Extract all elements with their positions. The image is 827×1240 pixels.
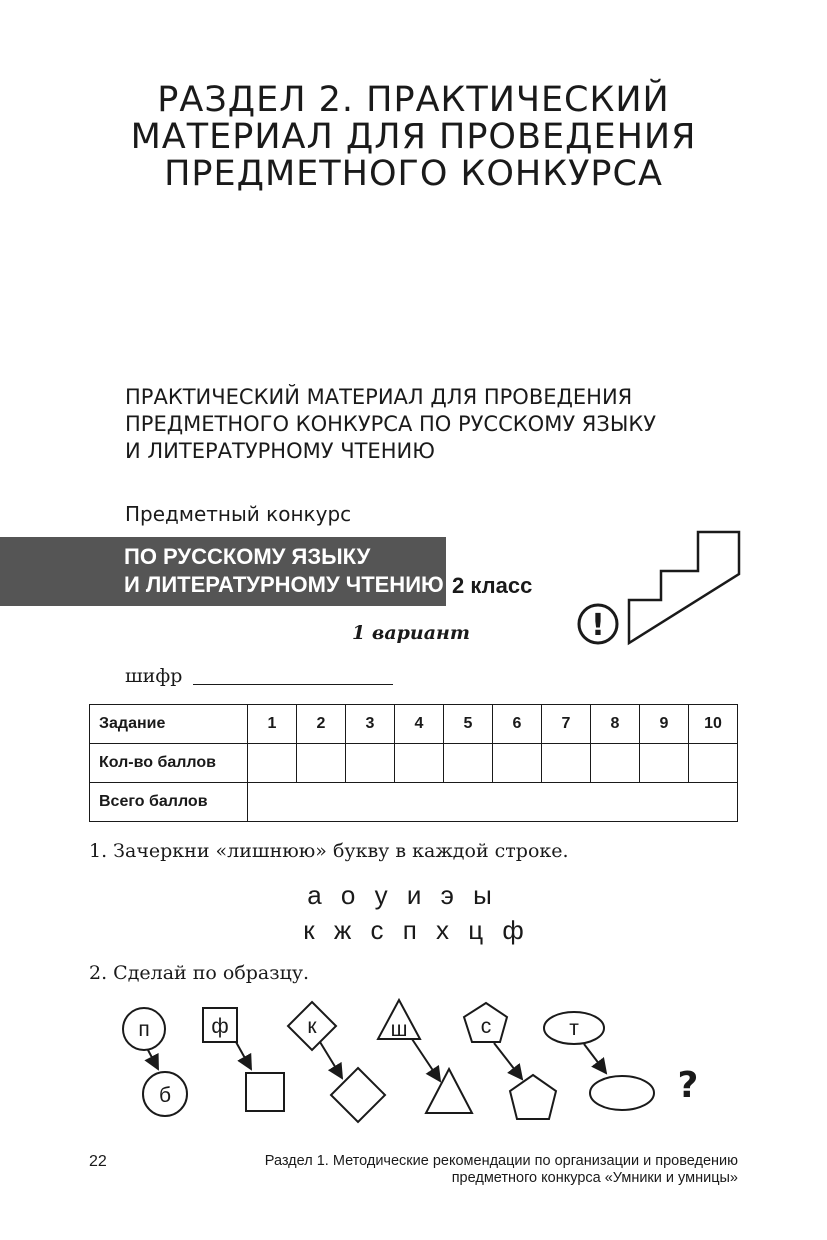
- square-shape: [246, 1073, 284, 1111]
- task-number: 2: [297, 705, 346, 744]
- arrow-icon: [320, 1042, 342, 1078]
- task-number: 8: [591, 705, 640, 744]
- letter[interactable]: и: [406, 880, 422, 910]
- letter[interactable]: с: [370, 915, 384, 945]
- letter[interactable]: э: [440, 880, 454, 910]
- task-number: 1: [248, 705, 297, 744]
- task-number: 3: [346, 705, 395, 744]
- triangle-shape: [426, 1069, 472, 1113]
- letter[interactable]: к: [303, 915, 315, 945]
- score-table: [89, 704, 738, 822]
- total-cell[interactable]: [248, 783, 738, 822]
- contest-label: Предметный конкурс: [125, 502, 352, 526]
- points-cell[interactable]: [542, 744, 591, 783]
- section-title-line: ПРЕДМЕТНОГО КОНКУРСА: [164, 154, 663, 194]
- footer-line: предметного конкурса «Умники и умницы»: [451, 1170, 738, 1186]
- task-row-label: Задание: [90, 705, 248, 744]
- points-cell[interactable]: [297, 744, 346, 783]
- arrow-icon: [412, 1039, 440, 1081]
- running-footer: [265, 1153, 738, 1187]
- arrow-icon: [584, 1044, 606, 1073]
- variant-label: 1 вариант: [352, 622, 470, 644]
- points-cell[interactable]: [493, 744, 542, 783]
- table-row: [90, 783, 738, 822]
- task-number: 7: [542, 705, 591, 744]
- points-cell[interactable]: [248, 744, 297, 783]
- diamond-shape: [331, 1068, 385, 1122]
- letter[interactable]: ц: [468, 915, 484, 945]
- shape-letter: с: [480, 1015, 492, 1038]
- material-subtitle: [125, 384, 656, 465]
- shape-letter: т: [569, 1017, 579, 1040]
- letter[interactable]: ф: [502, 915, 524, 945]
- banner-line: И ЛИТЕРАТУРНОМУ ЧТЕНИЮ: [124, 572, 444, 597]
- task-number: 5: [444, 705, 493, 744]
- points-cell[interactable]: [591, 744, 640, 783]
- letter[interactable]: о: [340, 880, 356, 910]
- table-row: [90, 705, 738, 744]
- stairs-icon: [575, 528, 745, 653]
- letter[interactable]: у: [374, 880, 388, 910]
- page-number: 22: [89, 1153, 107, 1170]
- arrow-icon: [148, 1050, 158, 1069]
- section-title-line: МАТЕРИАЛ ДЛЯ ПРОВЕДЕНИЯ: [130, 117, 697, 157]
- total-row-label: Всего баллов: [90, 783, 248, 822]
- points-row-label: Кол-во баллов: [90, 744, 248, 783]
- points-cell[interactable]: [395, 744, 444, 783]
- task-number: 10: [689, 705, 738, 744]
- question-mark: ?: [677, 1065, 699, 1106]
- arrow-icon: [236, 1042, 251, 1069]
- letter[interactable]: ж: [333, 915, 352, 945]
- exclamation-mark: !: [591, 608, 605, 643]
- task1-text: 1. Зачеркни «лишнюю» букву в каждой строке.: [89, 840, 569, 862]
- footer-line: Раздел 1. Методические рекомендации по организации и проведению: [264, 1153, 738, 1169]
- points-cell[interactable]: [689, 744, 738, 783]
- shape-letter: к: [307, 1015, 317, 1038]
- table-row: [90, 744, 738, 783]
- shape-letter: б: [158, 1084, 172, 1107]
- subject-banner: [0, 537, 446, 606]
- subtitle-line: И ЛИТЕРАТУРНОМУ ЧТЕНИЮ: [125, 439, 435, 463]
- arrow-icon: [494, 1043, 522, 1079]
- points-cell[interactable]: [640, 744, 689, 783]
- shape-letter: п: [138, 1018, 150, 1041]
- grade-label: 2 класс: [452, 573, 533, 598]
- letter[interactable]: х: [436, 915, 450, 945]
- subtitle-line: ПРЕДМЕТНОГО КОНКУРСА ПО РУССКОМУ ЯЗЫКУ: [125, 412, 657, 436]
- cipher-label: шифр: [125, 665, 183, 687]
- shape-letter: ш: [390, 1018, 408, 1041]
- ellipse-shape: [590, 1076, 654, 1110]
- section-title: [0, 82, 827, 193]
- letter[interactable]: а: [307, 880, 322, 910]
- section-title-line: РАЗДЕЛ 2. ПРАКТИЧЕСКИЙ: [157, 80, 670, 120]
- points-cell[interactable]: [346, 744, 395, 783]
- letters-row-1: [0, 880, 827, 911]
- task-number: 6: [493, 705, 542, 744]
- task-number: 9: [640, 705, 689, 744]
- task-number: 4: [395, 705, 444, 744]
- banner-line: ПО РУССКОМУ ЯЗЫКУ: [124, 544, 371, 569]
- letter[interactable]: п: [402, 915, 417, 945]
- shape-letter: ф: [211, 1015, 229, 1038]
- shape-pattern-diagram: [0, 995, 827, 1130]
- cipher-field[interactable]: [193, 684, 393, 685]
- letter[interactable]: ы: [473, 880, 492, 910]
- pentagon-shape: [510, 1075, 556, 1119]
- points-cell[interactable]: [444, 744, 493, 783]
- subtitle-line: ПРАКТИЧЕСКИЙ МАТЕРИАЛ ДЛЯ ПРОВЕДЕНИЯ: [125, 385, 633, 409]
- letters-row-2: [0, 915, 827, 946]
- task2-text: 2. Сделай по образцу.: [89, 962, 310, 984]
